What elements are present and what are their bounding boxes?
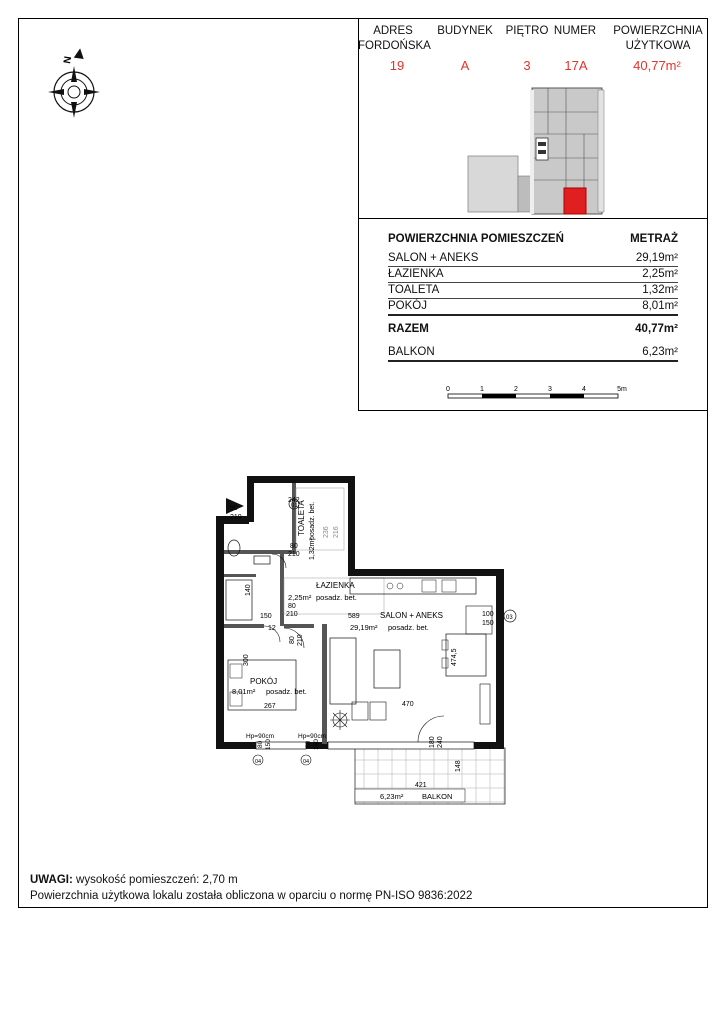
header-area-label: POWIERZCHNIA UŻYTKOWA: [613, 25, 703, 52]
toilet-area-label: 1,32m²: [309, 538, 316, 560]
dim-label: 148: [455, 760, 462, 772]
table-metric-header: METRAŻ: [630, 233, 678, 245]
bedroom-name-label: POKÓJ: [250, 677, 278, 686]
key-plan: [466, 82, 616, 216]
dim-label: 210: [288, 551, 300, 558]
dim-label: 140: [245, 584, 252, 596]
dim-label: 236: [323, 526, 330, 538]
dim-label: 80: [257, 740, 264, 748]
dim-label: 470: [402, 701, 414, 708]
salon-floor-label: posadz. bet.: [388, 623, 429, 632]
dim-label: 80: [305, 740, 312, 748]
header-number-label: NUMER: [553, 25, 597, 37]
dim-label: 210: [286, 611, 298, 618]
address-value: 19: [389, 58, 405, 73]
header-floor-label: PIĘTRO: [505, 25, 549, 37]
bathroom-area-label: 2,25m²: [288, 593, 312, 602]
notes-line-1: [30, 874, 238, 886]
apartment-highlight: [564, 188, 586, 214]
building-value: A: [460, 58, 470, 73]
balcony-area-label: 6,23m²: [380, 792, 404, 801]
dim-label: 150: [260, 613, 272, 620]
salon-name-label: SALON + ANEKS: [380, 611, 443, 620]
scale-tick-label: 5m: [617, 386, 627, 393]
table-total-row: RAZEM 40,77m²: [388, 323, 678, 335]
scale-tick-label: 0: [446, 386, 450, 393]
bathroom-name-label: ŁAZIENKA: [316, 581, 355, 590]
toilet-name-label: TOALETA: [297, 500, 306, 536]
dim-label: Hp=90cm: [246, 733, 274, 740]
dim-label: 150: [482, 620, 494, 627]
dim-label: Hp=90cm: [298, 733, 326, 740]
dim-label: 240: [437, 736, 444, 748]
plant-icon: [330, 710, 350, 730]
bedroom-floor-label: posadz. bet.: [266, 687, 307, 696]
marker-label: 03: [506, 615, 513, 621]
table-row: ŁAZIENKA 2,25m²: [388, 267, 678, 283]
header-building-label: BUDYNEK: [437, 25, 493, 37]
scale-tick-label: 3: [548, 386, 552, 393]
info-separator-1: [358, 218, 708, 219]
dim-label: 80: [288, 603, 296, 610]
compass-rose-icon: [40, 38, 120, 128]
number-value: 17A: [564, 58, 588, 73]
dim-label: 589: [348, 613, 360, 620]
room-area-table: [388, 232, 678, 362]
dim-label: 421: [415, 782, 427, 789]
compass-north-label: N: [62, 55, 75, 65]
table-row: TOALETA 1,32m²: [388, 283, 678, 299]
table-row: SALON + ANEKS 29,19m²: [388, 251, 678, 267]
dim-label: 100: [482, 611, 494, 618]
dim-label: 12: [268, 625, 276, 632]
balcony-name-label: BALKON: [422, 792, 453, 801]
bathroom-floor-label: posadz. bet.: [316, 593, 357, 602]
floor-plan: [210, 466, 530, 816]
dim-label: 150: [265, 739, 272, 750]
salon-area-label: 29,19m²: [350, 623, 378, 632]
dim-label: 242: [288, 497, 300, 504]
dim-label: 210: [230, 514, 242, 521]
notes-label: UWAGI:: [30, 874, 73, 886]
scale-bar: [440, 382, 636, 402]
dim-label: 300: [243, 654, 250, 666]
dim-label: 180: [429, 736, 436, 748]
notes-text: wysokość pomieszczeń: 2,70 m: [72, 874, 238, 886]
dim-label: 80: [289, 636, 296, 644]
dim-label: 80: [290, 543, 298, 550]
bedroom-area-label: 8,01m²: [232, 687, 256, 696]
marker-label: 04: [303, 759, 310, 765]
dim-label: 474,5: [451, 648, 458, 666]
notes-line-2: Powierzchnia użytkowa lokalu została obliczona w oparciu o normę PN-ISO 9836:2022: [30, 890, 473, 902]
dim-label: 150: [313, 739, 320, 750]
dim-label: 267: [264, 703, 276, 710]
scale-tick-label: 2: [514, 386, 518, 393]
table-balcony-row: BALKON 6,23m²: [388, 345, 678, 362]
scale-tick-label: 1: [480, 386, 484, 393]
table-row: POKÓJ 8,01m²: [388, 299, 678, 316]
info-divider: [358, 18, 359, 410]
marker-label: 01: [291, 503, 298, 509]
dim-label: 216: [333, 526, 340, 538]
usable-area-value: 40,77m²: [633, 58, 681, 73]
scale-tick-label: 4: [582, 386, 586, 393]
marker-label: 04: [255, 759, 262, 765]
table-title: POWIERZCHNIA POMIESZCZEŃ: [388, 233, 564, 245]
info-separator-2: [358, 410, 708, 411]
toilet-floor-label: posadz. bet.: [309, 501, 316, 540]
dim-label: 210: [297, 634, 304, 646]
dim-label: 90: [230, 505, 238, 512]
header-address-label: ADRES FORDOŃSKA: [358, 25, 431, 52]
floor-value: 3: [523, 58, 531, 73]
